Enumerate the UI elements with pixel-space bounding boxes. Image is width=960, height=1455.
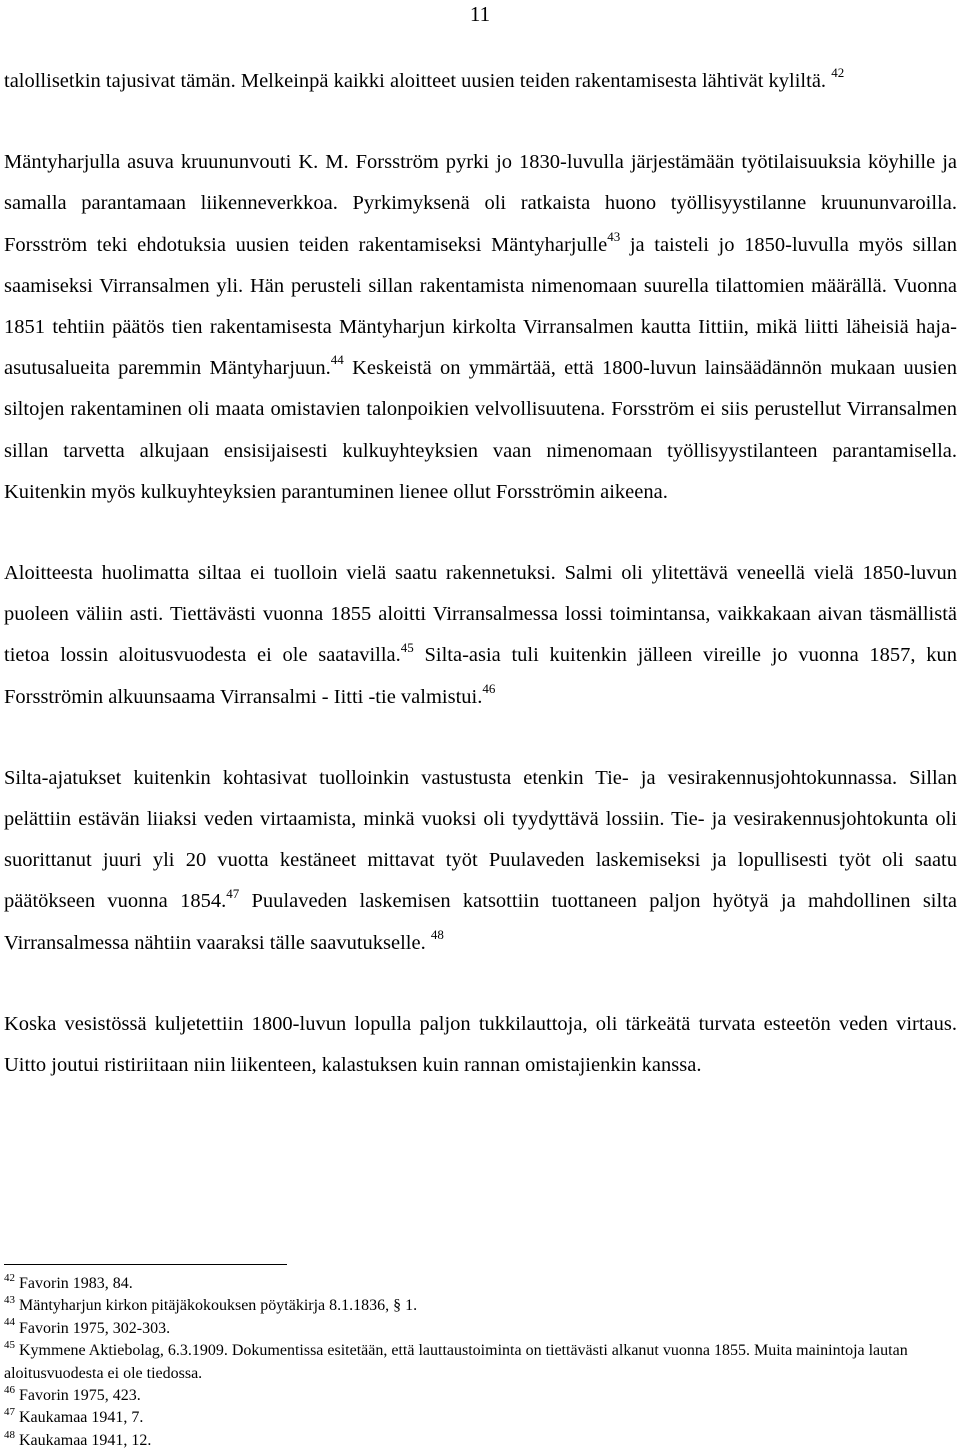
paragraph-text: Mäntyharjulla asuva kruununvouti K. M. Forsström pyrki jo 1830-luvulla järjestämään työtilaisuuksia köyhille ja samalla parantamaan liikenneverkkoa. Pyrkimyksenä oli ratkaista huono työllisyystilanne kruununvaroilla. Forsström teki ehdotuksia uusien teiden rakentamiseksi Mäntyharjulle [4,151,957,256]
footnote-text: Kymmene Aktiebolag, 6.3.1909. Dokumentissa esitetään, että lauttaustoiminta on tiettävästi alkanut vuonna 1855. Muita mainintoja lautan aloitusvuodesta ei ole tiedossa. [4,1342,908,1382]
paragraph [4,1004,957,1086]
footnote [4,1407,957,1429]
footnote-number: 44 [4,1316,15,1329]
paragraph-text: Puulaveden laskemisen katsottiin tuottaneen paljon hyötyä ja mahdollinen silta Virransalmessa nähtiin vaaraksi tälle saavutukselle. [4,890,957,954]
footnote-text: Favorin 1975, 423. [19,1387,141,1405]
footnotes [4,1264,957,1452]
paragraph [4,553,957,718]
paragraph [4,142,957,513]
footnote-number: 45 [4,1338,15,1351]
footnote-ref: 42 [831,65,845,81]
paragraph-text: Silta-ajatukset kuitenkin kohtasivat tuolloinkin vastustusta etenkin Tie- ja vesirakennusjohtokunnassa. Sillan pelättiin estävän liiaksi veden virtaamista, minkä vuoksi oli tyydyttävä lossiin. Tie- ja vesirakennusjohtokunta oli suorittanut juuri yli 20 vuotta kestäneet mittavat työt Puulaveden laskemiseksi ja lopullisesti työt oli saatu päätökseen vuonna 1854. [4,766,957,913]
footnote-divider [4,1264,287,1265]
footnote-text: Kaukamaa 1941, 7. [19,1409,144,1427]
footnote [4,1318,957,1340]
footnote-number: 48 [4,1428,15,1441]
footnote-ref: 44 [330,352,344,368]
footnote-ref: 45 [400,639,414,655]
body-text [4,61,957,1086]
footnote-ref: 48 [430,926,444,942]
footnote [4,1340,957,1385]
footnote-text: Favorin 1975, 302-303. [19,1319,171,1337]
footnote [4,1295,957,1317]
footnote-number: 46 [4,1383,15,1396]
footnote-text: Kaukamaa 1941, 12. [19,1431,152,1449]
paragraph [4,61,957,102]
paragraph-text: talollisetkin tajusivat tämän. Melkeinpä kaikki aloitteet uusien teiden rakentamisesta lähtivät kyliltä. [4,70,832,92]
footnote-number: 47 [4,1406,15,1419]
footnote [4,1385,957,1407]
footnote [4,1273,957,1295]
footnote-number: 42 [4,1271,15,1284]
paragraph-text: Koska vesistössä kuljetettiin 1800-luvun lopulla paljon tukkilauttoja, oli tärkeätä turvata esteetön veden virtaus. Uitto joutui ristiriitaan niin liikenteen, kalastuksen kuin rannan omistajienkin kanssa. [4,1012,957,1077]
paragraph-text: ja taisteli jo 1850-luvulla myös sillan saamiseksi Virransalmen yli. Hän perusteli sillan rakentamista nimenomaan suurella tilattomien määrällä. Vuonna 1851 tehtiin päätös tien rakentamisesta Mäntyharjun kirkolta Virransalmen kautta Iittiin, mikä liitti läheisiä haja-asutusalueita paremmin Mäntyharjuun. [4,233,957,380]
paragraph-text: Keskeistä on ymmärtää, että 1800-luvun lainsäädännön mukaan uusien siltojen rakentaminen oli maata omistavien talonpoikien velvollisuutena. Forsström ei siis perustellut Virransalmen sillan tarvetta alkujaan ensisijaisesti kulkuyhteyksien vaan nimenomaan työllisyystilanteen parantamisella. Kuitenkin myös kulkuyhteyksien parantuminen lienee ollut Forsströmin aikeena. [4,357,957,503]
paragraph-text: Aloitteesta huolimatta siltaa ei tuolloin vielä saatu rakennetuksi. Salmi oli ylitettävä veneellä vielä 1850-luvun puoleen väliin asti. Tiettävästi vuonna 1855 aloitti Virransalmessa lossi toimintansa, vaikkakaan aivan täsmällistä tietoa lossin aloitusvuodesta ei ole saatavilla. [4,562,957,667]
footnote [4,1430,957,1452]
paragraph-text: Silta-asia tuli kuitenkin jälleen vireille jo vuonna 1857, kun Forsströmin alkuunsaama Virransalmi - Iitti -tie valmistui. [4,644,957,708]
footnote-text: Mäntyharjun kirkon pitäjäkokouksen pöytäkirja 8.1.1836, § 1. [19,1297,418,1315]
footnote-number: 43 [4,1294,15,1307]
footnote-text: Favorin 1983, 84. [19,1275,133,1292]
footnote-ref: 46 [482,680,496,696]
paragraph [4,758,957,964]
page-number: 11 [469,2,491,26]
footnote-ref: 47 [226,885,240,901]
footnote-ref: 43 [607,228,621,244]
